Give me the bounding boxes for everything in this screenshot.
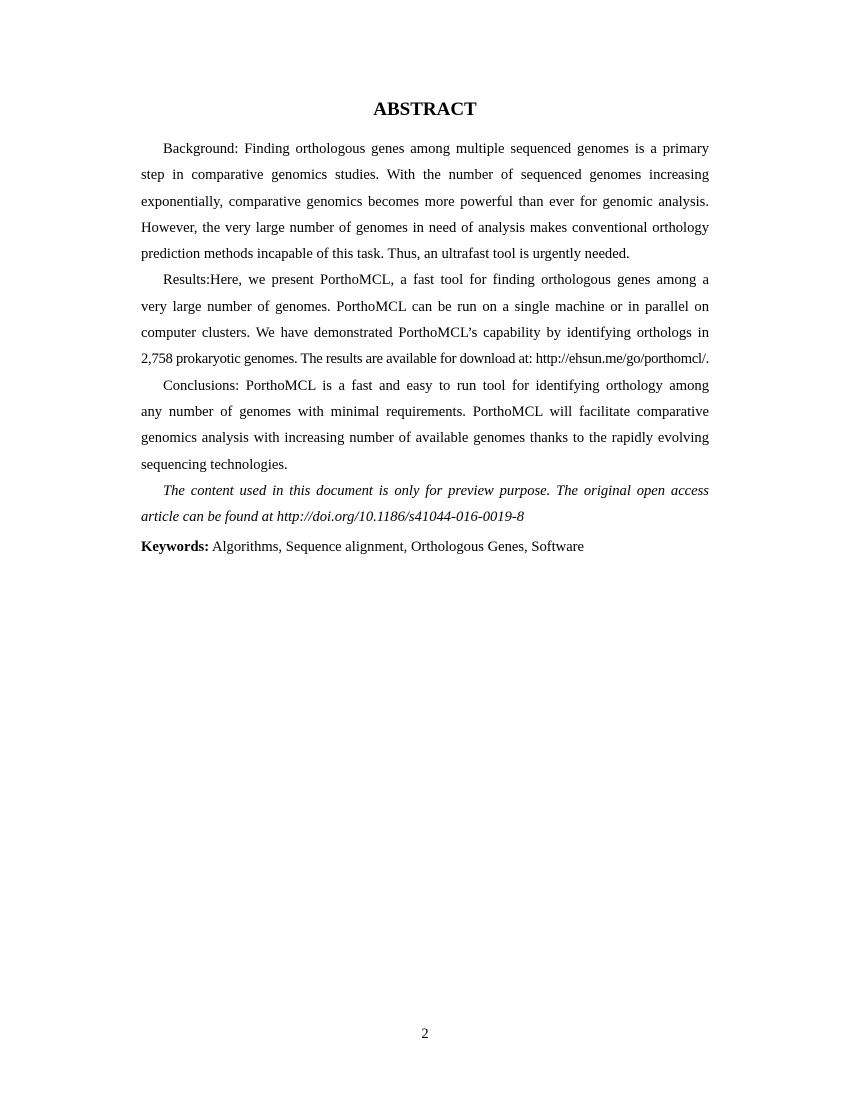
text-line: The content used in this document is only for preview purpose. The original open access — [163, 482, 709, 499]
paragraph-background — [141, 136, 709, 267]
text-line: any number of genomes with minimal requirements. PorthoMCL will facilitate comparative — [141, 403, 709, 420]
paragraph-preview-notice — [141, 478, 709, 531]
text-line: Results:Here, we present PorthoMCL, a fast tool for finding orthologous genes among a — [163, 272, 709, 289]
paragraph-results — [141, 267, 709, 372]
text-line: sequencing technologies. — [141, 456, 288, 473]
keywords-line — [141, 536, 584, 558]
text-line: prediction methods incapable of this task. Thus, an ultrafast tool is urgently needed. — [141, 246, 630, 263]
text-line: Background: Finding orthologous genes among multiple sequenced genomes is a primary — [163, 141, 709, 157]
abstract-heading: ABSTRACT — [373, 99, 477, 120]
paragraph-conclusions — [141, 373, 709, 478]
abstract-body — [141, 136, 709, 530]
text-line: step in comparative genomics studies. With the number of sequenced genomes increasing — [141, 167, 709, 184]
text-line: However, the very large number of genomes in need of analysis makes conventional orthology — [141, 219, 709, 236]
text-line: Conclusions: PorthoMCL is a fast and easy to run tool for identifying orthology among — [163, 377, 709, 394]
keywords-list: Algorithms, Sequence alignment, Orthologous Genes, Software — [211, 539, 585, 555]
text-line: genomics analysis with increasing number of available genomes thanks to the rapidly evolving — [141, 430, 709, 447]
text-line: very large number of genomes. PorthoMCL can be run on a single machine or in parallel on — [141, 298, 709, 315]
text-line: 2,758 prokaryotic genomes. The results are available for download at: http://ehsun.me/go/porthomcl/. — [141, 351, 710, 368]
text-line: exponentially, comparative genomics becomes more powerful than ever for genomic analysis. — [141, 193, 709, 210]
keywords-label: Keywords: — [141, 539, 210, 555]
text-line: computer clusters. We have demonstrated PorthoMCL’s capability by identifying orthologs in — [141, 325, 709, 342]
page-number: 2 — [421, 1026, 429, 1042]
text-line: article can be found at http://doi.org/10.1186/s41044-016-0019-8 — [141, 509, 525, 526]
